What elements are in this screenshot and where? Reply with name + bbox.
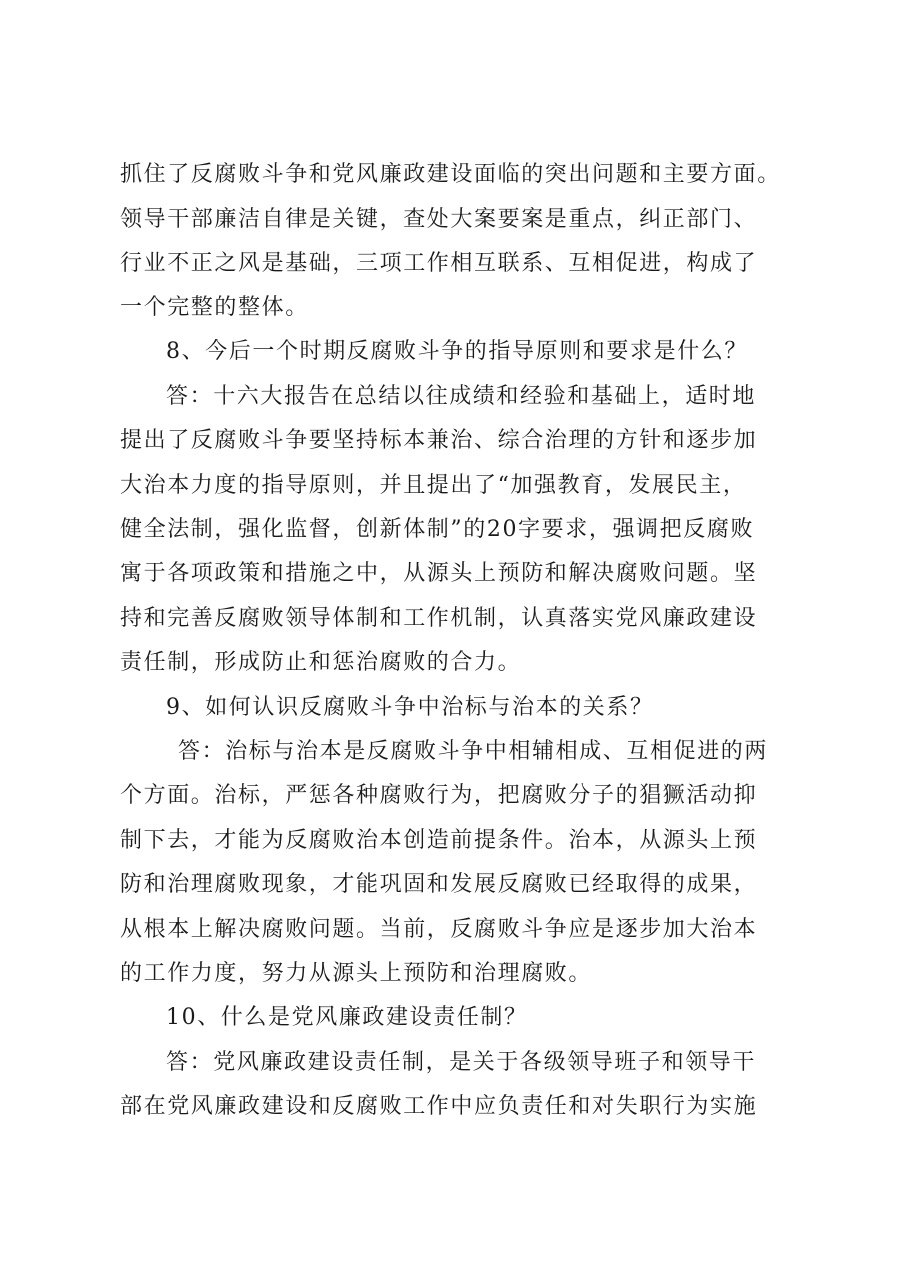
question-heading: 8、今后一个时期反腐败斗争的指导原则和要求是什么？ bbox=[166, 339, 748, 364]
text-line: 健全法制，强化监督，创新体制”的20字要求，强调把反腐败 bbox=[120, 517, 755, 542]
text-line: 行业不正之风是基础，三项工作相互联系、互相促进，构成了 bbox=[120, 251, 758, 276]
text-line: 持和完善反腐败领导体制和工作机制，认真落实党风廉政建设 bbox=[120, 606, 758, 631]
text-line: 的工作力度，努力从源头上预防和治理腐败。 bbox=[120, 961, 593, 986]
text-line: 责任制，形成防止和惩治腐败的合力。 bbox=[120, 650, 522, 675]
text-line: 从根本上解决腐败问题。当前，反腐败斗争应是逐步加大治本 bbox=[120, 917, 758, 942]
text-line: 抓住了反腐败斗争和党风廉政建设面临的突出问题和主要方面。 bbox=[120, 162, 781, 187]
text-line: 部在党风廉政建设和反腐败工作中应负责任和对失职行为实施 bbox=[120, 1094, 758, 1119]
text-line: 防和治理腐败现象，才能巩固和发展反腐败已经取得的成果， bbox=[120, 872, 758, 897]
answer-line: 答：十六大报告在总结以往成绩和经验和基础上，适时地 bbox=[166, 384, 757, 409]
answer-line: 答：党风廉政建设责任制，是关于各级领导班子和领导干 bbox=[166, 1050, 757, 1075]
text-line: 制下去，才能为反腐败治本创造前提条件。治本，从源头上预 bbox=[120, 828, 758, 853]
text-line: 寓于各项政策和措施之中，从源头上预防和解决腐败问题。坚 bbox=[120, 561, 758, 586]
text-line: 大治本力度的指导原则，并且提出了“加强教育，发展民主， bbox=[120, 473, 747, 498]
text-line: 一个完整的整体。 bbox=[120, 295, 309, 320]
question-heading: 10、什么是党风廉政建设责任制？ bbox=[166, 1005, 528, 1030]
text-line: 提出了反腐败斗争要坚持标本兼治、综合治理的方针和逐步加 bbox=[120, 428, 758, 453]
question-heading: 9、如何认识反腐败斗争中治标与治本的关系？ bbox=[166, 695, 654, 720]
text-line: 个方面。治标，严惩各种腐败行为，把腐败分子的猖獗活动抑 bbox=[120, 783, 758, 808]
answer-line: 答：治标与治本是反腐败斗争中相辅相成、互相促进的两 bbox=[178, 739, 769, 764]
text-line: 领导干部廉洁自律是关键，查处大案要案是重点，纠正部门、 bbox=[120, 207, 758, 232]
